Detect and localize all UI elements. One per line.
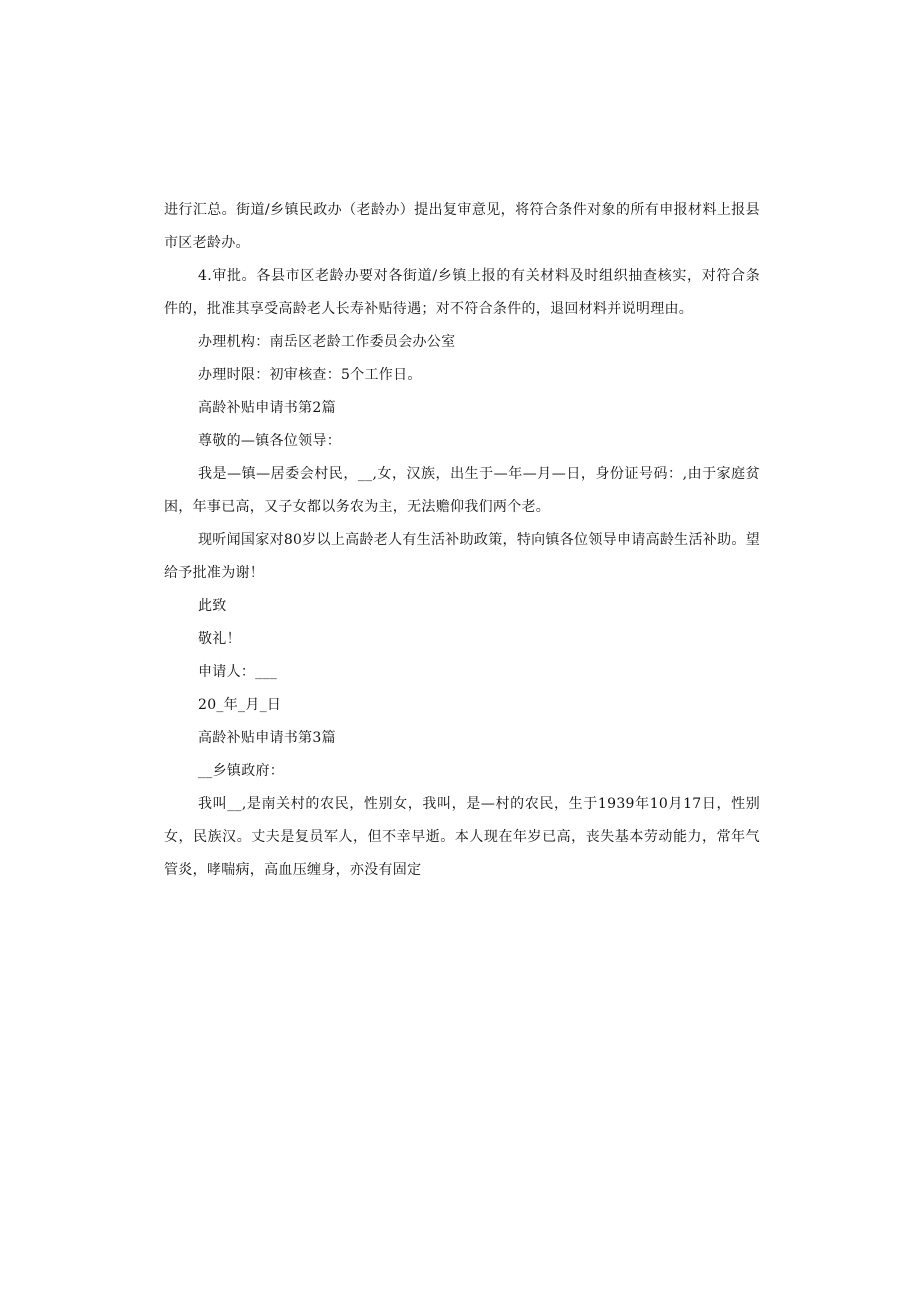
date-line: 20_年_月_日 (198, 697, 282, 713)
applicant-line: 申请人：___ (198, 664, 278, 680)
salutation: 尊敬的—镇各位领导： (198, 433, 341, 449)
paragraph-3: 办理机构：南岳区老龄工作委员会办公室 (198, 334, 456, 350)
paragraph-2: 4.审批。各县市区老龄办要对各街道/乡镇上报的有关材料及时组织抽查核实，对符合条件的，批准其享受高龄老人长寿补贴待遇；对不符合条件的，退回材料并说明理由。 (164, 268, 760, 317)
closing-1: 此致 (198, 598, 227, 614)
paragraph-8: 现听闻国家对80岁以上高龄老人有生活补助政策，特向镇各位领导申请高龄生活补助。望给予批准为谢！ (164, 532, 760, 581)
closing-2: 敬礼！ (198, 631, 241, 647)
section-heading-3: 高龄补贴申请书第3篇 (198, 730, 336, 746)
paragraph-4: 办理时限：初审核查：5个工作日。 (198, 367, 422, 383)
section-heading-2: 高龄补贴申请书第2篇 (198, 400, 336, 416)
addressee: __乡镇政府： (198, 763, 285, 779)
paragraph-15: 我叫__,是南关村的农民，性别女，我叫，是—村的农民，生于1939年10月17日，性别女，民族汉。丈夫是复员军人，但不幸早逝。本人现在年岁已高，丧失基本劳动能力，常年气管炎，哮喘病，高血压缠身，亦没有固定 (164, 796, 760, 878)
paragraph-1: 进行汇总。街道/乡镇民政办（老龄办）提出复审意见，将符合条件对象的所有申报材料上报县市区老龄办。 (164, 202, 760, 251)
document-body (164, 194, 760, 887)
paragraph-7: 我是—镇—居委会村民，__,女，汉族，出生于—年—月—日，身份证号码：,由于家庭贫困，年事已高，又子女都以务农为主，无法赡仰我们两个老。 (164, 466, 760, 515)
